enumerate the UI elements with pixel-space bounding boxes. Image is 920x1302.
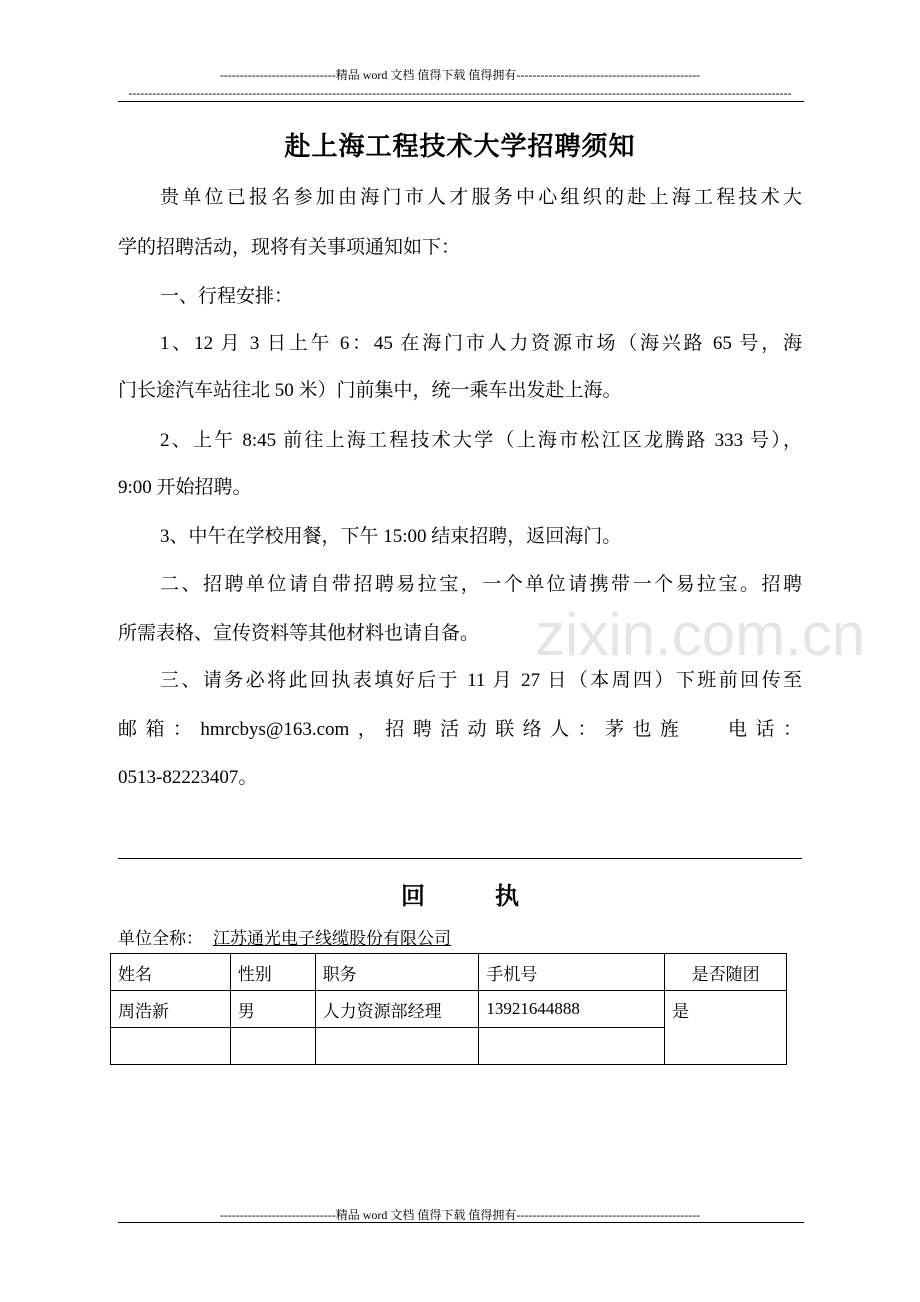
section-2-line-1: 二、招聘单位请自带招聘易拉宝，一个单位请携带一个易拉宝。招聘 xyxy=(160,574,802,595)
item-1-line-1: 1、12 月 3 日上午 6：45 在海门市人力资源市场（海兴路 65 号，海 xyxy=(160,333,802,354)
header-cell-name: 姓名 xyxy=(111,954,231,991)
section-1-heading: 一、行程安排： xyxy=(160,286,294,307)
cell-position: 人力资源部经理 xyxy=(315,991,479,1028)
cell-name xyxy=(111,1028,231,1065)
header-banner: -----------------------------精品 word 文档 值得下载 值得拥有---------------------------------------------- xyxy=(219,68,701,82)
header-cell-gender: 性别 xyxy=(230,954,315,991)
receipt-title xyxy=(0,876,920,911)
table-header-row xyxy=(111,954,787,991)
section-3-line-2: 邮箱：hmrcbys@163.com，招聘活动联络人：茅也旌 电话： xyxy=(118,719,802,740)
unit-name-row xyxy=(118,924,469,949)
unit-name-value: 江苏通光电子线缆股份有限公司 xyxy=(213,929,451,948)
section-2-line-2: 所需表格、宣传资料等其他材料也请自备。 xyxy=(118,623,480,644)
receipt-table xyxy=(110,953,787,1065)
receipt-title-char-2: 执 xyxy=(495,884,519,910)
cell-phone: 13921644888 xyxy=(479,991,665,1028)
cell-gender: 男 xyxy=(230,991,315,1028)
cell-gender xyxy=(230,1028,315,1065)
section-3-line-1: 三、请务必将此回执表填好后于 11 月 27 日（本周四）下班前回传至 xyxy=(160,670,802,691)
item-3: 3、中午在学校用餐，下午 15:00 结束招聘，返回海门。 xyxy=(160,526,622,547)
header-cell-join-group: 是否随团 xyxy=(665,954,787,991)
cell-name: 周浩新 xyxy=(111,991,231,1028)
cell-phone xyxy=(479,1028,665,1065)
table-row xyxy=(111,991,787,1028)
header-rule xyxy=(118,101,804,102)
cell-position xyxy=(315,1028,479,1065)
footer-rule xyxy=(118,1222,804,1223)
item-2-line-1: 2、上午 8:45 前往上海工程技术大学（上海市松江区龙腾路 333 号）， xyxy=(160,430,802,451)
cell-join-group: 是 xyxy=(665,991,787,1065)
header-cell-position: 职务 xyxy=(315,954,479,991)
receipt-title-char-1: 回 xyxy=(401,884,425,910)
header-dash-line: ---------------------------------------------------------------------------------------------------------------------------------------------------------------------- xyxy=(128,86,792,100)
intro-paragraph-line-1: 贵单位已报名参加由海门市人才服务中心组织的赴上海工程技术大 xyxy=(160,187,802,208)
receipt-separator xyxy=(118,858,802,859)
section-3-line-3: 0513-82223407。 xyxy=(118,767,258,788)
unit-name-label: 单位全称： xyxy=(118,929,203,948)
item-2-line-2: 9:00 开始招聘。 xyxy=(118,477,252,498)
header-cell-phone: 手机号 xyxy=(479,954,665,991)
intro-paragraph-line-2: 学的招聘活动，现将有关事项通知如下： xyxy=(118,237,461,258)
footer-banner: -----------------------------精品 word 文档 值得下载 值得拥有---------------------------------------------- xyxy=(219,1208,701,1222)
document-title: 赴上海工程技术大学招聘须知 xyxy=(284,132,636,161)
watermark: zixin.com.cn xyxy=(535,601,866,668)
item-1-line-2: 门长途汽车站往北 50 米）门前集中，统一乘车出发赴上海。 xyxy=(118,380,622,401)
